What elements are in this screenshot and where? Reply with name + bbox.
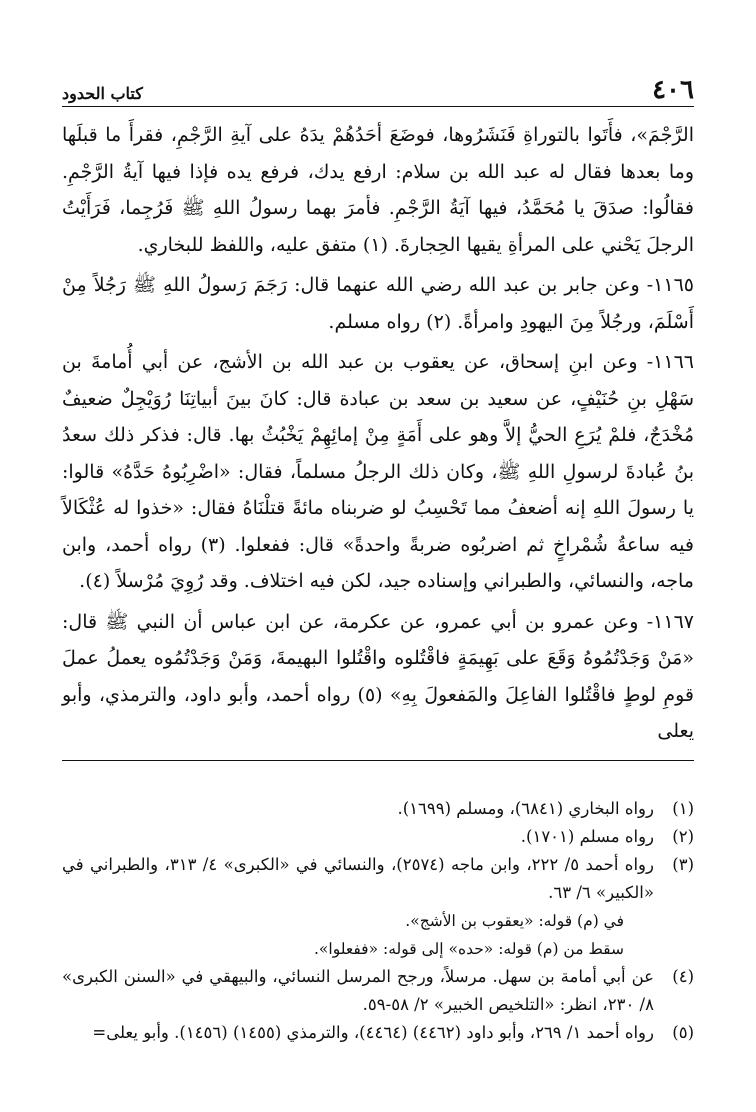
hadith-1167: ١١٦٧- وعن عمرو بن أبي عمرو، عن عكرمة، عن ابن عباس أن النبي ﷺ قال: «مَنْ وَجَدْتُمُوهُ وَقَعَ على بَهِيمَةٍ فاقْتُلوه واقْتُلوا البهيمةَ، وَمَنْ وَجَدْتُمُوه يعملُ عملَ قومِ لوطٍ فاقْتُلوا الفاعِلَ والمَفعولَ بِهِ» (٥) رواه أحمد، وأبو داود، والترمذي، وأبو يعلى [62, 610, 694, 742]
footnote-text: رواه البخاري (٦٨٤١)، ومسلم (١٦٩٩). [397, 798, 654, 818]
footnote-text: رواه مسلم (١٧٠١). [520, 826, 654, 846]
hadith-1165: ١١٦٥- وعن جابر بن عبد الله رضي الله عنهما قال: رَجَمَ رَسولُ اللهِ ﷺ رَجُلاً مِنْ أَسْلَمَ، ورجُلاً مِنَ اليهودِ وامرأةً. (٢) رواه مسلم. [62, 274, 694, 333]
book-page [62, 72, 694, 1047]
paragraph-1: الرَّجْمَ»، فأَتَوا بالتوراةِ فَنَشَرُوها، فوضَعَ أحَدُهُمْ يدَهُ على آيةِ الرَّجْمِ، فقرأَ ما قبلَها وما بعدها فقال له عبد الله بن سلام: ارفع يدك، فرفع يده فإذا فيها آيةُ الرَّجْمِ. فقالُوا: صدَقَ يا مُحَمَّدُ، فيها آيَةُ الرَّجْمِ. فأمرَ بهما رسولُ اللهِ ﷺ فَرُجِما، فَرَأَيْتُ الرجلَ يَحْني على المرأةِ يقيها الحِجارةَ. (١) متفق عليه، واللفظ للبخاري. [62, 124, 694, 256]
footnote-text: رواه أحمد ١/ ٢٦٩، وأبو داود (٤٤٦٢) (٤٤٦٤)، والترمذي (١٤٥٥) (١٤٥٦). وأبو يعلى= [92, 1022, 654, 1042]
footnote-2 [62, 823, 694, 851]
chapter-title: كتاب الحدود [62, 84, 143, 103]
footnote-3 [62, 851, 694, 907]
footnote-separator [62, 760, 694, 761]
footnote-5 [62, 1019, 694, 1047]
footnote-text: رواه أحمد ٥/ ٢٢٢، وابن ماجه (٢٥٧٤)، والنسائي في «الكبرى» ٤/ ٣١٣، والطبراني في «الكبير» ٦/ ٦٣. [62, 854, 654, 902]
footnote-number: (٢) [672, 826, 694, 846]
footnote-4 [62, 963, 694, 1019]
footnote-sub-note: في (م) قوله: «يعقوب بن الأشج». [405, 911, 624, 930]
footnotes [62, 795, 694, 1047]
footnote-number: (٣) [672, 854, 694, 874]
page-header [62, 72, 694, 107]
main-text [62, 117, 694, 750]
footnote-number: (٥) [672, 1022, 694, 1042]
footnote-1 [62, 795, 694, 823]
page-number: ٤٠٦ [652, 75, 694, 105]
footnote-text: عن أبي أمامة بن سهل. مرسلاً، ورجح المرسل النسائي، والبيهقي في «السنن الكبرى» ٨/ ٢٣٠، انظر: «التلخيص الخبير» ٢/ ٥٨-٥٩. [62, 966, 654, 1014]
hadith-1166: ١١٦٦- وعن ابنِ إسحاق، عن يعقوب بن عبد الله بن الأشج، عن أبي أُمامةَ بن سَهْلِ بنِ حُنَيْفٍ، عن سعيد بن سعد بن عبادة قال: كانَ بينَ أبياتِنَا رُوَيْجِلٌ ضعيفٌ مُخْدَجٌ، فلمْ يُرَعِ الحيُّ إلاَّ وهو على أَمَةٍ مِنْ إمائِهِمْ يَخْبُثُ بها. قال: فذكر ذلك سعدُ بنُ عُبادةَ لرسولِ اللهِ ﷺ، وكان ذلك الرجلُ مسلماً، فقال: «اضْرِبُوهُ حَدَّهُ» قالوا: يا رسولَ اللهِ إنه أضعفُ مما تَحْسِبُ لو ضربناه مائةً قتلْنَاهُ فقال: «خذوا له عُثْكَالاً فيه ساعةُ شُمْراخٍ ثم اضربُوه ضربةً واحدةً» قال: ففعلوا. (٣) رواه أحمد، وابن ماجه، والنسائي، والطبراني وإسناده جيد، لكن فيه اختلاف. وقد رُوِيَ مُرْسلاً (٤). [62, 351, 694, 592]
footnote-number: (١) [672, 798, 694, 818]
footnote-number: (٤) [672, 966, 694, 986]
footnote-sub-note: سقط من (م) قوله: «حده» إلى قوله: «ففعلوا». [314, 939, 624, 958]
